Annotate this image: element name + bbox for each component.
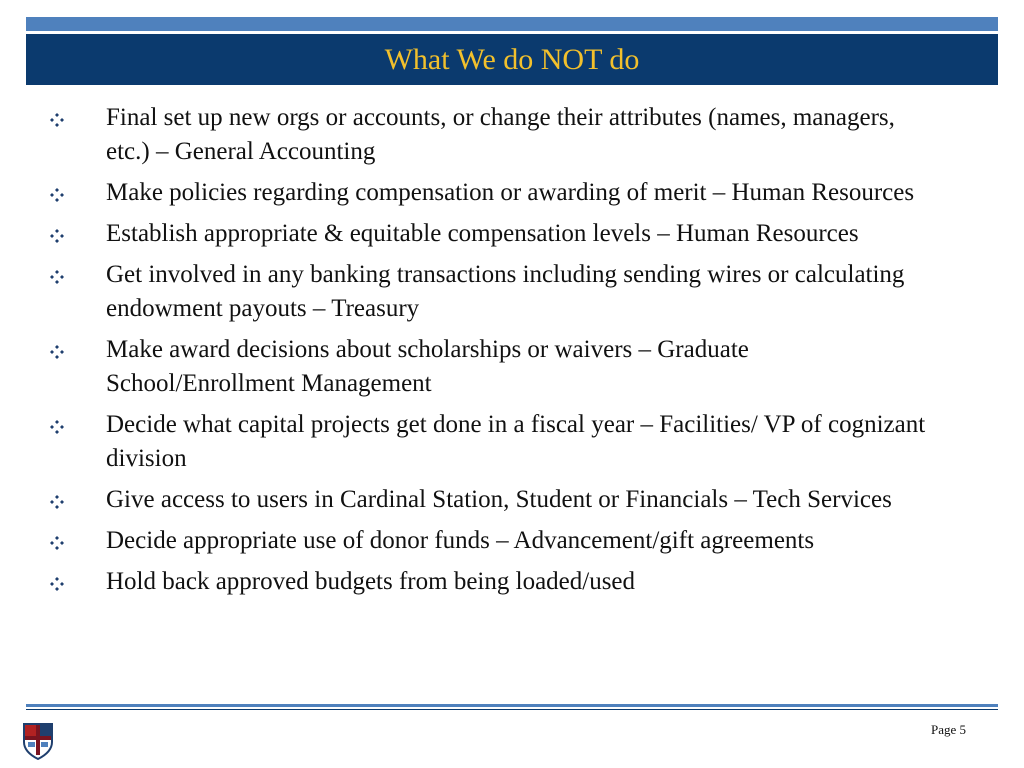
header-stripe	[26, 17, 998, 31]
list-item	[0, 483, 1024, 517]
list-item	[0, 565, 1024, 599]
diamond-bullet-icon	[50, 270, 64, 284]
bullet-list	[0, 101, 1024, 606]
bullet-text: Make policies regarding compensation or awarding of merit – Human Resources	[106, 179, 915, 206]
bullet-text: Make award decisions about scholarships or waivers – Graduate School/Enrollment Management	[106, 336, 749, 397]
footer-divider	[26, 704, 998, 707]
page-number: Page 5	[930, 722, 966, 737]
bullet-text: Final set up new orgs or accounts, or change their attributes (names, managers, etc.) – General Accounting	[106, 104, 895, 165]
list-item	[0, 333, 1024, 401]
bullet-text: Decide what capital projects get done in a fiscal year – Facilities/ VP of cognizant division	[106, 411, 926, 472]
diamond-bullet-icon	[50, 420, 64, 434]
bullet-text: Hold back approved budgets from being loaded/used	[106, 568, 636, 595]
title-bar	[26, 34, 998, 85]
list-item	[0, 217, 1024, 251]
university-shield-logo-icon	[22, 722, 54, 760]
diamond-bullet-icon	[50, 536, 64, 550]
list-item	[0, 408, 1024, 476]
list-item	[0, 258, 1024, 326]
diamond-bullet-icon	[50, 113, 64, 127]
bullet-text: Give access to users in Cardinal Station, Student or Financials – Tech Services	[106, 486, 892, 513]
diamond-bullet-icon	[50, 188, 64, 202]
diamond-bullet-icon	[50, 577, 64, 591]
diamond-bullet-icon	[50, 229, 64, 243]
list-item	[0, 524, 1024, 558]
footer-divider-thin	[26, 709, 998, 710]
bullet-text: Get involved in any banking transactions including sending wires or calculating endowment payouts – Treasury	[106, 261, 905, 322]
slide-title: What We do NOT do	[384, 42, 640, 76]
diamond-bullet-icon	[50, 345, 64, 359]
bullet-text: Decide appropriate use of donor funds – Advancement/gift agreements	[106, 527, 815, 554]
list-item	[0, 176, 1024, 210]
bullet-text: Establish appropriate & equitable compensation levels – Human Resources	[106, 220, 859, 247]
diamond-bullet-icon	[50, 495, 64, 509]
list-item	[0, 101, 1024, 169]
